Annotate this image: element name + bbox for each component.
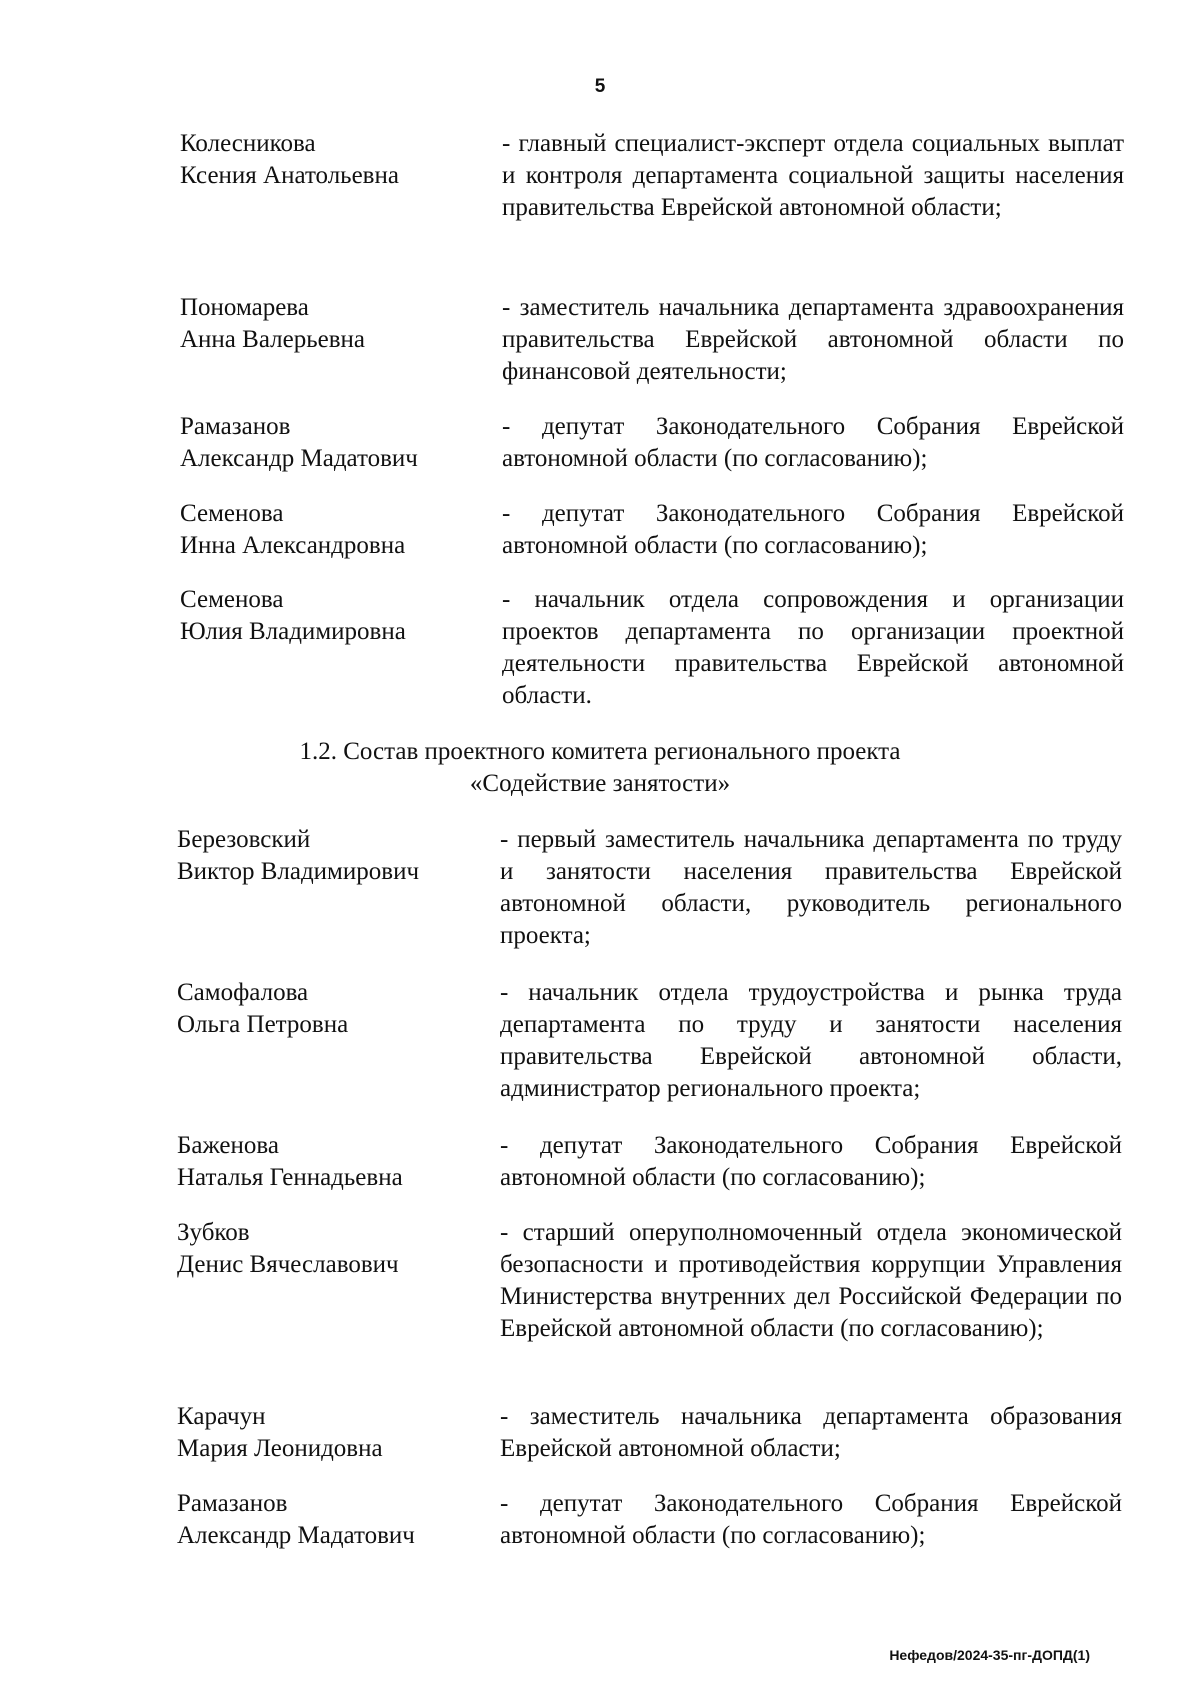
- member-given-name: Денис Вячеславович: [177, 1251, 399, 1278]
- member-surname: Колесникова: [180, 130, 316, 157]
- member-name: [180, 292, 490, 356]
- section-heading: [0, 736, 1200, 800]
- section-heading-line: 1.2. Состав проектного комитета регионального проекта: [299, 738, 901, 765]
- member-surname: Зубков: [177, 1219, 250, 1246]
- member-role: - депутат Законодательного Собрания Еврейской автономной области (по согласованию);: [502, 500, 1124, 559]
- member-role: - начальник отдела сопровождения и организации проектов департамента по организации проектной деятельности правительства Еврейской автономной области.: [502, 586, 1124, 709]
- member-name: [177, 1401, 487, 1465]
- member-role: - старший оперуполномоченный отдела экономической безопасности и противодействия коррупции Управления Министерства внутренних дел Российской Федерации по Еврейской автономной области (по согласованию);: [500, 1219, 1122, 1342]
- member-surname: Семенова: [180, 500, 284, 527]
- member-name: [177, 1217, 487, 1281]
- member-surname: Пономарева: [180, 294, 309, 321]
- member-role: - заместитель начальника департамента здравоохранения правительства Еврейской автономной области по финансовой деятельности;: [502, 294, 1124, 385]
- member-role: - депутат Законодательного Собрания Еврейской автономной области (по согласованию);: [502, 413, 1124, 472]
- member-given-name: Ксения Анатольевна: [180, 162, 399, 189]
- section-heading-line: «Содействие занятости»: [469, 770, 731, 797]
- member-name: [177, 824, 487, 888]
- member-role: - депутат Законодательного Собрания Еврейской автономной области (по согласованию);: [500, 1132, 1122, 1191]
- member-surname: Карачун: [177, 1403, 266, 1430]
- member-surname: Березовский: [177, 826, 311, 853]
- member-name: [180, 128, 490, 192]
- member-surname: Рамазанов: [177, 1490, 288, 1517]
- member-given-name: Мария Леонидовна: [177, 1435, 383, 1462]
- member-surname: Рамазанов: [180, 413, 291, 440]
- member-given-name: Ольга Петровна: [177, 1011, 349, 1038]
- member-given-name: Наталья Геннадьевна: [177, 1164, 403, 1191]
- member-role: - первый заместитель начальника департамента по труду и занятости населения правительства Еврейской автономной области, руководитель регионального проекта;: [500, 826, 1122, 949]
- member-given-name: Виктор Владимирович: [177, 858, 420, 885]
- member-given-name: Юлия Владимировна: [180, 618, 406, 645]
- page-number: 5: [594, 76, 606, 97]
- member-name: [177, 977, 487, 1041]
- member-surname: Самофалова: [177, 979, 309, 1006]
- member-name: [180, 498, 490, 562]
- member-given-name: Анна Валерьевна: [180, 326, 365, 353]
- member-given-name: Инна Александровна: [180, 532, 406, 559]
- member-name: [177, 1130, 487, 1194]
- member-surname: Баженова: [177, 1132, 279, 1159]
- member-name: [180, 411, 490, 475]
- member-role: - начальник отдела трудоустройства и рынка труда департамента по труду и занятости населения правительства Еврейской автономной области, администратор регионального проекта;: [500, 979, 1122, 1102]
- member-role: - заместитель начальника департамента образования Еврейской автономной области;: [500, 1403, 1122, 1462]
- member-surname: Семенова: [180, 586, 284, 613]
- member-given-name: Александр Мадатович: [180, 445, 418, 472]
- member-role: - главный специалист-эксперт отдела социальных выплат и контроля департамента социальной защиты населения правительства Еврейской автономной области;: [502, 130, 1124, 221]
- member-name: [177, 1488, 487, 1552]
- member-given-name: Александр Мадатович: [177, 1522, 415, 1549]
- member-role: - депутат Законодательного Собрания Еврейской автономной области (по согласованию);: [500, 1490, 1122, 1549]
- member-name: [180, 584, 490, 648]
- document-registration-code: Нефедов/2024-35-пг-ДОПД(1): [889, 1647, 1090, 1663]
